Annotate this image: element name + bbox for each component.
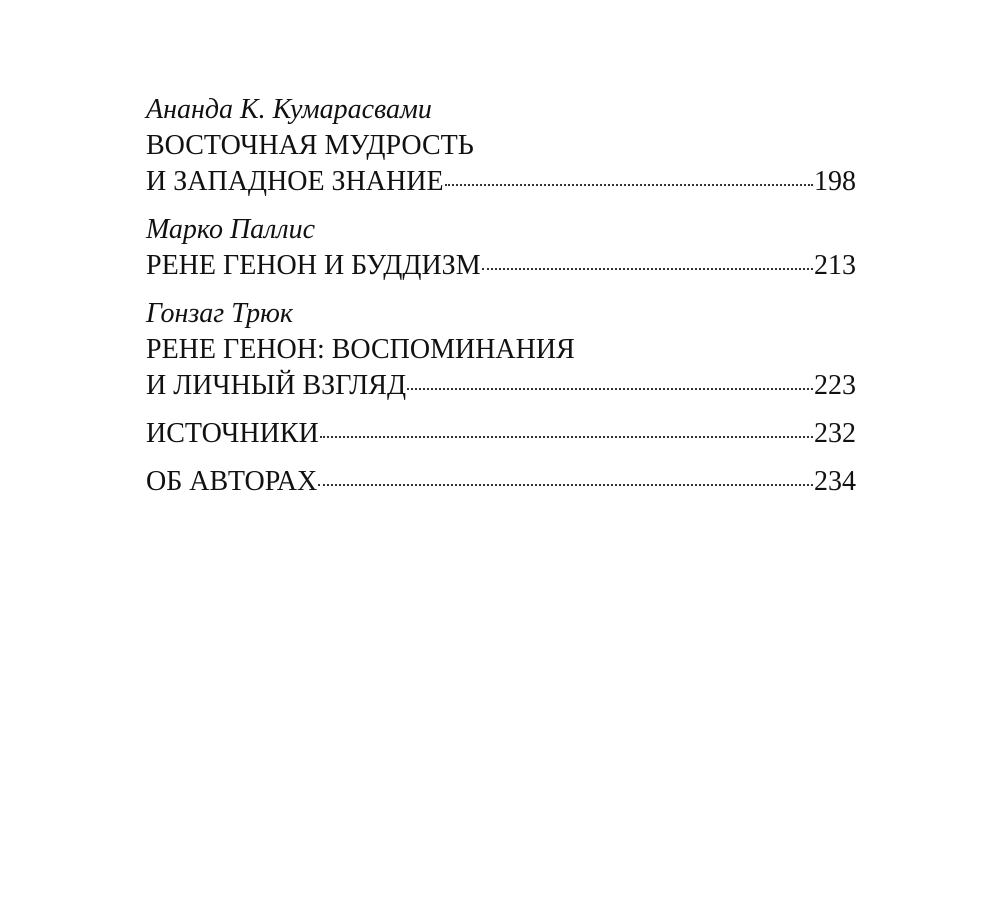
dot-leader — [318, 484, 813, 486]
toc-entry-about-authors — [146, 464, 856, 500]
entry-title-last-line — [146, 416, 856, 452]
dot-leader — [320, 436, 813, 438]
entry-title-last-line — [146, 164, 856, 200]
entry-title-line: И ЗАПАДНОЕ ЗНАНИЕ — [146, 166, 444, 197]
dot-leader — [445, 184, 813, 186]
dot-leader — [407, 388, 813, 390]
toc-entry-truc — [146, 296, 856, 404]
toc-entry-pallis — [146, 212, 856, 284]
toc-entry-sources — [146, 416, 856, 452]
entry-title-line: РЕНЕ ГЕНОН И БУДДИЗМ — [146, 250, 481, 281]
table-of-contents — [146, 92, 856, 512]
entry-title-line: РЕНЕ ГЕНОН: ВОСПОМИНАНИЯ — [146, 334, 575, 365]
page-number: 232 — [814, 418, 856, 449]
toc-entry-coomaraswamy — [146, 92, 856, 200]
entry-title-line: ИСТОЧНИКИ — [146, 418, 319, 449]
page-number: 223 — [814, 370, 856, 401]
page-number: 213 — [814, 250, 856, 281]
dot-leader — [482, 268, 813, 270]
entry-title-line: ОБ АВТОРАХ — [146, 466, 318, 497]
entry-author: Марко Паллис — [146, 214, 316, 245]
entry-author: Ананда К. Кумарасвами — [146, 94, 432, 125]
entry-title-last-line — [146, 368, 856, 404]
page-number: 198 — [814, 166, 856, 197]
entry-title-last-line — [146, 464, 856, 500]
entry-title-last-line — [146, 248, 856, 284]
page-number: 234 — [814, 466, 856, 497]
entry-title-line: ВОСТОЧНАЯ МУДРОСТЬ — [146, 130, 474, 161]
entry-title-line: И ЛИЧНЫЙ ВЗГЛЯД — [146, 370, 407, 401]
entry-author: Гонзаг Трюк — [146, 298, 293, 329]
